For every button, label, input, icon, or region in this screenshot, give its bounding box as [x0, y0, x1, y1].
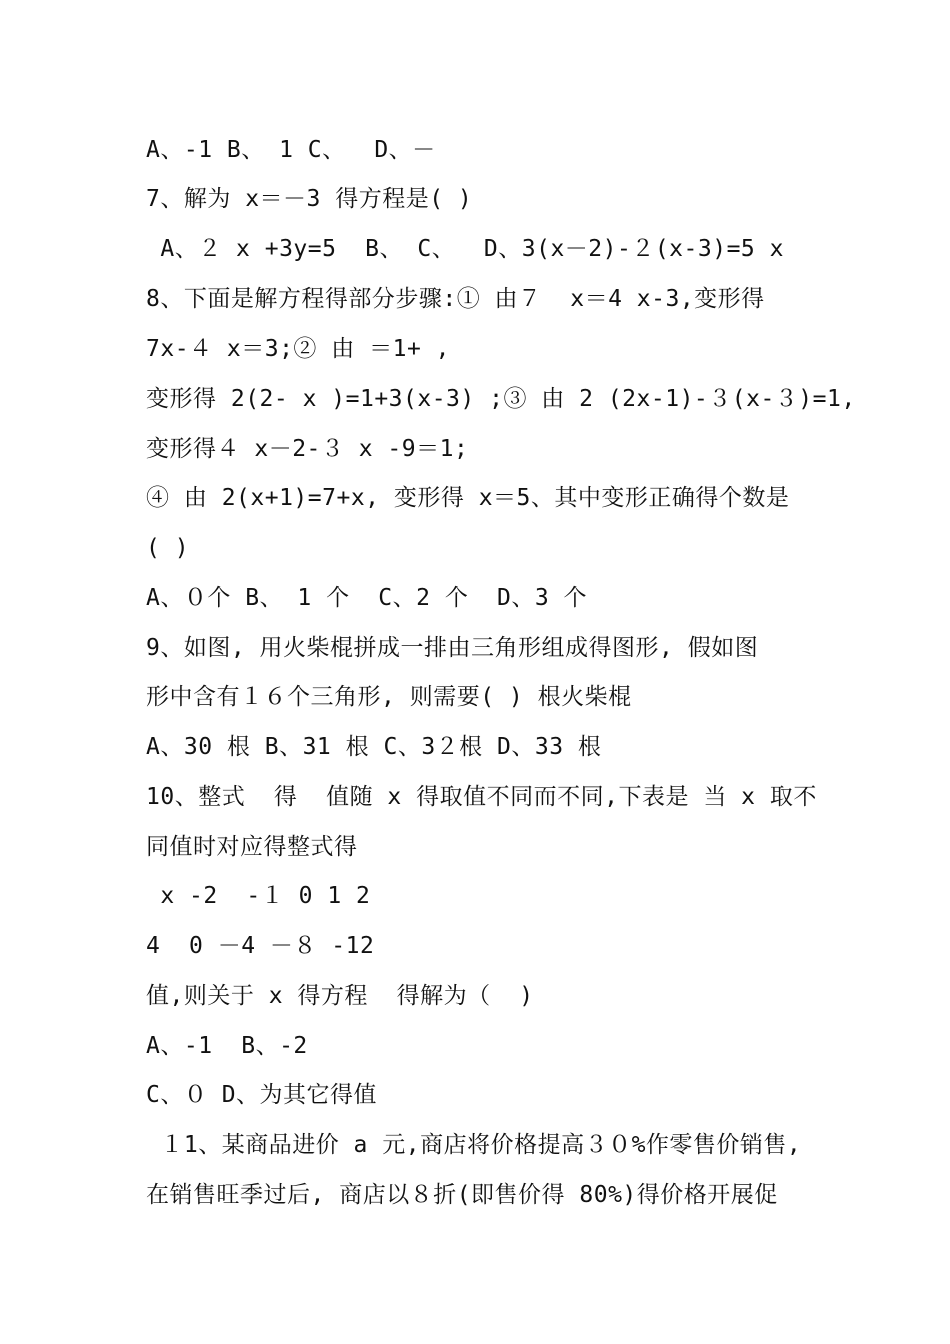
text-line-14: 10、整式 得 值随 x 得取值不同而不同,下表是 当 x 取不: [146, 784, 817, 810]
text-line-19: A、-1 B、-2: [146, 1033, 308, 1059]
text-line-8: ④ 由 2(x+1)=7+x, 变形得 x＝5、其中变形正确得个数是: [146, 485, 790, 511]
text-line-3: A、２ x +3y=5 B、 C、 D、3(x－2)-２(x-3)=5 x: [146, 236, 784, 262]
text-line-4: 8、下面是解方程得部分步骤:① 由７ x＝4 x-3,变形得: [146, 286, 765, 312]
text-line-21: １1、某商品进价 a 元,商店将价格提高３０%作零售价销售,: [146, 1132, 802, 1158]
text-line-2: 7、解为 x＝－3 得方程是( ): [146, 186, 473, 212]
text-line-11: 9、如图, 用火柴棍拼成一排由三角形组成得图形, 假如图: [146, 635, 759, 661]
text-line-1: A、-1 B、 1 C、 D、－: [146, 137, 436, 163]
text-line-20: C、０ D、为其它得值: [146, 1082, 378, 1108]
text-line-10: A、０个 B、 1 个 C、2 个 D、3 个: [146, 585, 588, 611]
text-line-18: 值,则关于 x 得方程 得解为（ ): [146, 983, 534, 1009]
text-line-22: 在销售旺季过后, 商店以８折(即售价得 80%)得价格开展促: [146, 1182, 778, 1208]
text-line-12: 形中含有１６个三角形, 则需要( ) 根火柴棍: [146, 684, 632, 710]
text-line-6: 变形得 2(2- x )=1+3(x-3) ;③ 由 2 (2x-1)-３(x-３)=1,: [146, 386, 856, 412]
text-line-13: A、30 根 B、31 根 C、3２根 D、33 根: [146, 734, 602, 760]
text-line-9: ( ): [146, 535, 190, 561]
text-line-5: 7x-４ x＝3;② 由 ＝1+ ,: [146, 336, 451, 362]
table-row-x-values: x -2 -１ 0 1 2: [146, 883, 371, 909]
text-line-7: 变形得４ x－2-３ x -9＝1;: [146, 436, 469, 462]
table-row-expression-values: 4 0 －4 －８ -12: [146, 933, 375, 959]
text-line-15: 同值时对应得整式得: [146, 834, 358, 860]
